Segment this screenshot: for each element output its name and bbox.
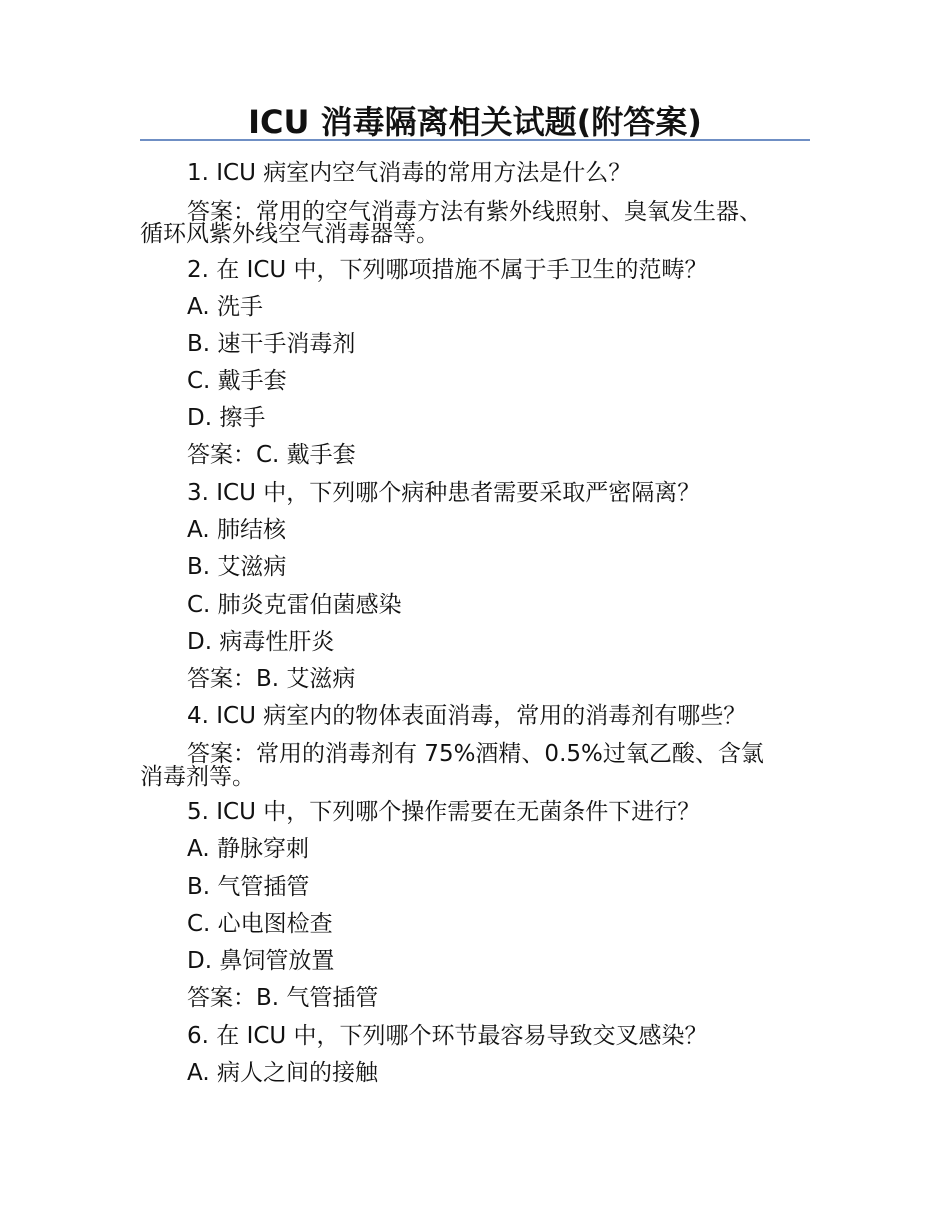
option-2a: A. 洗手 [187, 294, 263, 320]
answer-5: 答案：B. 气管插管 [187, 985, 379, 1011]
option-3b: B. 艾滋病 [187, 554, 287, 580]
option-6a: A. 病人之间的接触 [187, 1060, 378, 1086]
answer-2: 答案：C. 戴手套 [187, 442, 356, 468]
answer-3: 答案：B. 艾滋病 [187, 666, 356, 692]
answer-1-line-1: 答案：常用的空气消毒方法有紫外线照射、臭氧发生器、 [187, 199, 762, 225]
question-6: 6. 在 ICU 中，下列哪个环节最容易导致交叉感染？ [187, 1023, 708, 1049]
option-2d: D. 擦手 [187, 405, 266, 431]
question-3: 3. ICU 中，下列哪个病种患者需要采取严密隔离？ [187, 480, 701, 506]
question-5: 5. ICU 中，下列哪个操作需要在无菌条件下进行？ [187, 799, 701, 825]
option-5c: C. 心电图检查 [187, 911, 333, 937]
question-2: 2. 在 ICU 中，下列哪项措施不属于手卫生的范畴？ [187, 257, 708, 283]
question-1: 1. ICU 病室内空气消毒的常用方法是什么？ [187, 160, 632, 186]
option-5a: A. 静脉穿刺 [187, 836, 309, 862]
answer-1-line-2: 循环风紫外线空气消毒器等。 [140, 221, 439, 247]
option-3a: A. 肺结核 [187, 517, 286, 543]
answer-4-line-2: 消毒剂等。 [140, 764, 255, 790]
question-4: 4. ICU 病室内的物体表面消毒，常用的消毒剂有哪些？ [187, 703, 747, 729]
option-2c: C. 戴手套 [187, 368, 287, 394]
title-underline [140, 139, 810, 141]
document-title: ICU 消毒隔离相关试题(附答案) [248, 103, 702, 141]
option-5d: D. 鼻饲管放置 [187, 948, 335, 974]
option-3d: D. 病毒性肝炎 [187, 629, 335, 655]
option-3c: C. 肺炎克雷伯菌感染 [187, 592, 402, 618]
answer-4-line-1: 答案：常用的消毒剂有 75%酒精、0.5%过氧乙酸、含氯 [187, 741, 764, 767]
option-2b: B. 速干手消毒剂 [187, 331, 356, 357]
option-5b: B. 气管插管 [187, 874, 310, 900]
